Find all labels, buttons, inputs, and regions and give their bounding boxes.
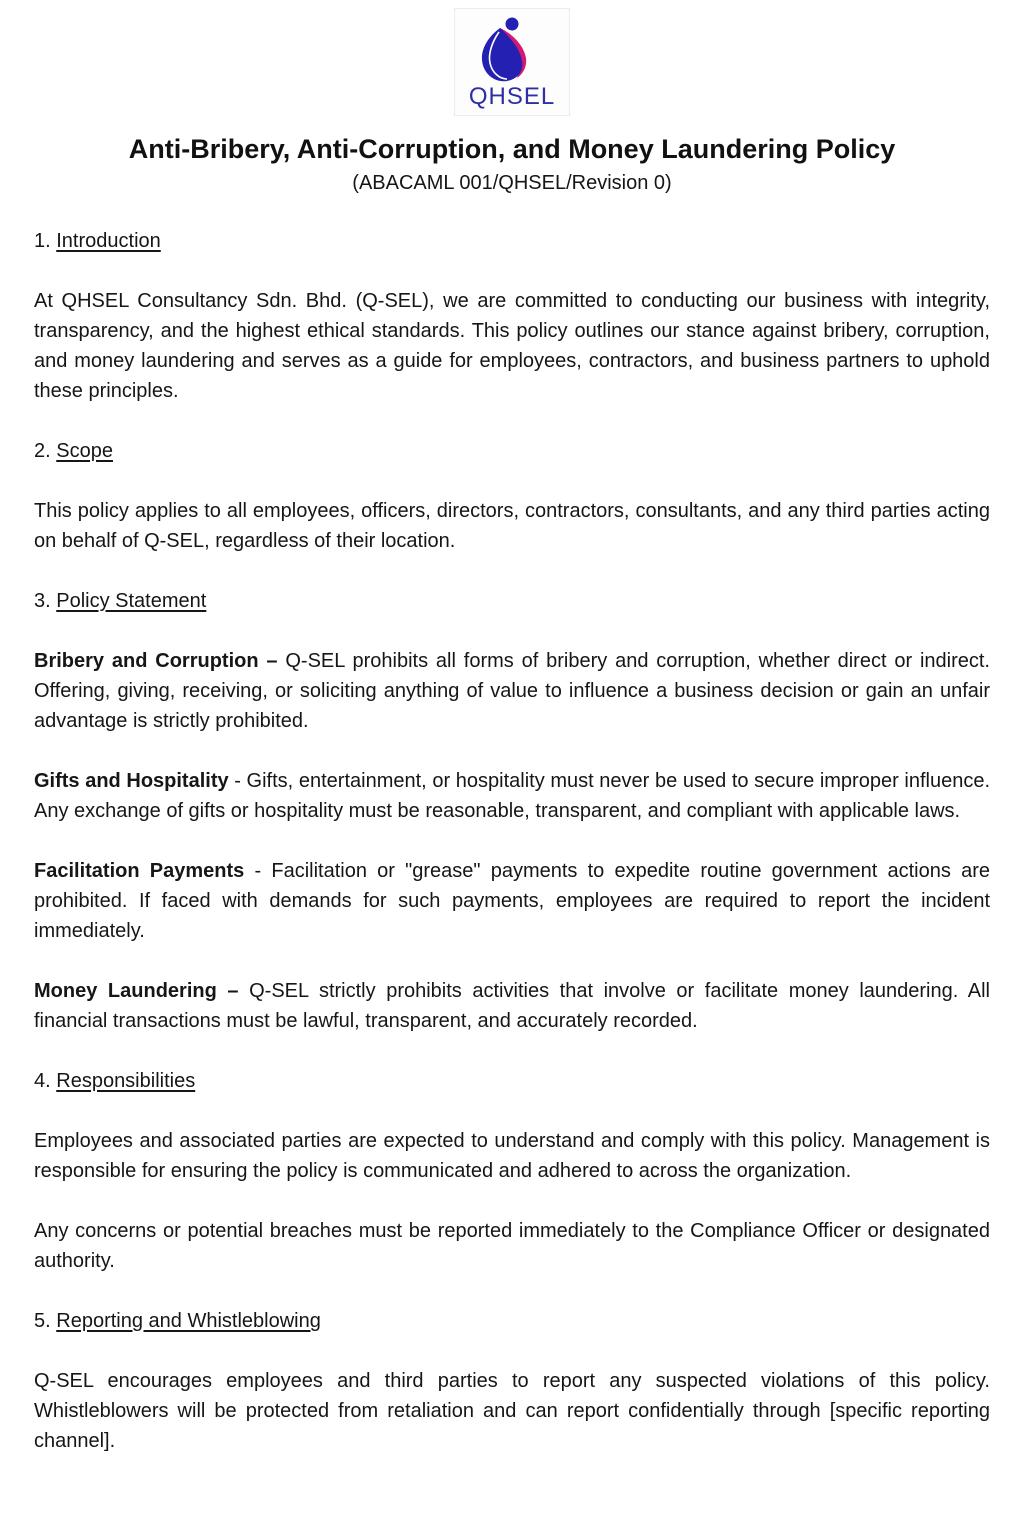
paragraph-lead: Gifts and Hospitality — [34, 770, 229, 792]
section-heading-text: Responsibilities — [56, 1070, 196, 1092]
section-number: 5. — [34, 1310, 51, 1332]
section-heading-scope — [34, 436, 990, 466]
section-heading-text: Policy Statement — [56, 590, 207, 612]
section-number: 2. — [34, 440, 51, 462]
paragraph-lead: Bribery and Corruption – — [34, 650, 278, 672]
paragraph-facilitation-payments — [34, 856, 990, 946]
paragraph-gifts-and-hospitality — [34, 766, 990, 826]
paragraph-text: Q-SEL prohibits all forms of bribery and corruption, whether direct or indirect. Offering, giving, receiving, or soliciting anything of value to influence a business decision or gain an unfair advantage is strictly prohibited. — [34, 650, 990, 732]
section-number: 1. — [34, 230, 51, 252]
qhsel-logo-icon — [455, 12, 571, 86]
paragraph-text: - Gifts, entertainment, or hospitality must never be used to secure improper influence. Any exchange of gifts or hospitality must be reasonable, transparent, and compliant with applicable laws. — [34, 770, 990, 822]
section-heading-text: Reporting and Whistleblowing — [56, 1310, 321, 1332]
paragraph: This policy applies to all employees, officers, directors, contractors, consultants, and any third parties acting on behalf of Q-SEL, regardless of their location. — [34, 500, 990, 552]
section-heading-introduction — [34, 226, 990, 256]
paragraph: Any concerns or potential breaches must be reported immediately to the Compliance Officer or designated authority. — [34, 1220, 990, 1272]
paragraph-money-laundering — [34, 976, 990, 1036]
company-logo — [454, 8, 570, 116]
section-heading-reporting-and-whistleblowing — [34, 1306, 990, 1336]
paragraph-lead: Facilitation Payments — [34, 860, 245, 882]
section-heading-text: Introduction — [56, 230, 161, 252]
section-number: 3. — [34, 590, 51, 612]
doc-reference: (ABACAML 001/QHSEL/Revision 0) — [352, 172, 672, 194]
paragraph: At QHSEL Consultancy Sdn. Bhd. (Q-SEL), we are committed to conducting our business with integrity, transparency, and the highest ethical standards. This policy outlines our stance against bribery, corruption, and money laundering and serves as a guide for employees, contractors, and business partners to uphold these principles. — [34, 290, 990, 402]
paragraph: Employees and associated parties are expected to understand and comply with this policy. Management is responsible for ensuring the policy is communicated and adhered to across the organization. — [34, 1130, 990, 1182]
section-number: 4. — [34, 1070, 51, 1092]
logo-text: QHSEL — [468, 83, 556, 110]
paragraph: Q-SEL encourages employees and third parties to report any suspected violations of this policy. Whistleblowers will be protected from retaliation and can report confidentially through [specific reporting channel]. — [34, 1370, 990, 1452]
paragraph-text: Q-SEL strictly prohibits activities that involve or facilitate money laundering. All financial transactions must be lawful, transparent, and accurately recorded. — [34, 980, 990, 1032]
section-heading-text: Scope — [56, 440, 113, 462]
section-heading-policy-statement — [34, 586, 990, 616]
paragraph-text: - Facilitation or "grease" payments to expedite routine government actions are prohibited. If faced with demands for such payments, employees are required to report the incident immediately. — [34, 860, 990, 942]
paragraph-bribery-and-corruption — [34, 646, 990, 736]
paragraph-lead: Money Laundering – — [34, 980, 239, 1002]
section-heading-responsibilities — [34, 1066, 990, 1096]
page-title: Anti-Bribery, Anti-Corruption, and Money Laundering Policy — [128, 134, 896, 164]
